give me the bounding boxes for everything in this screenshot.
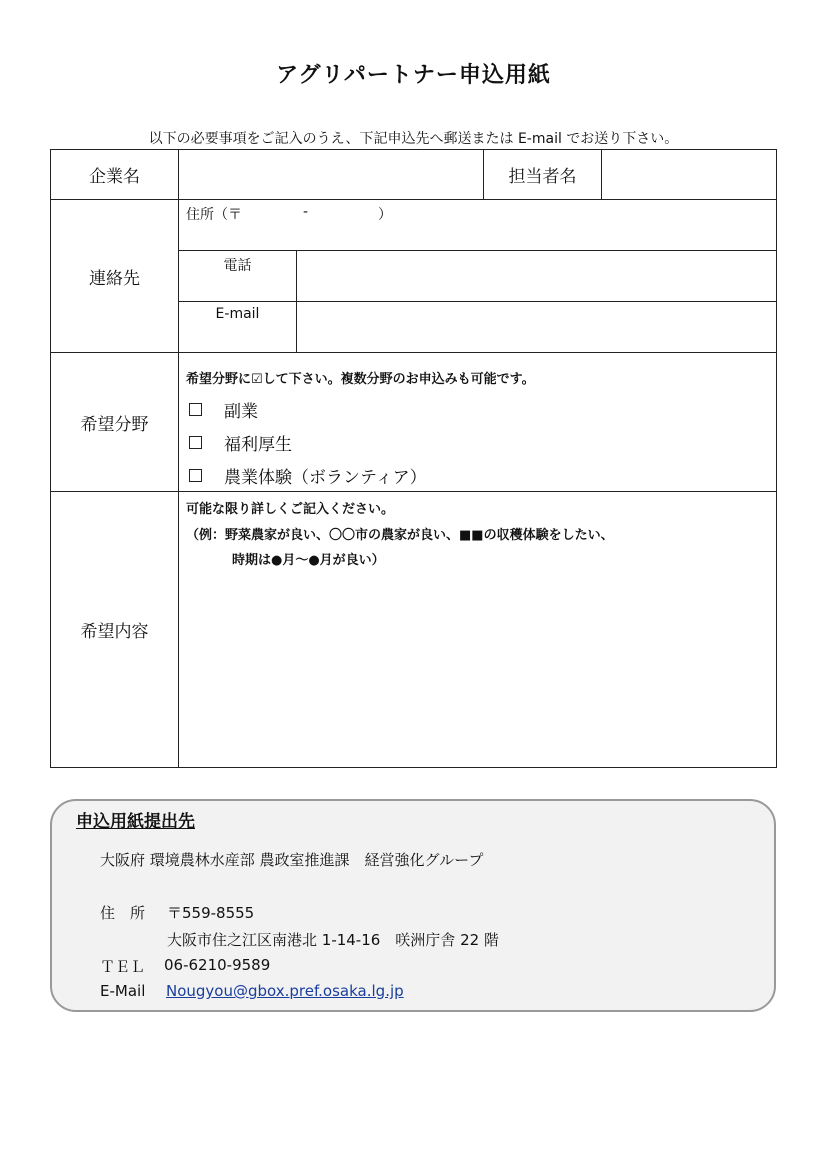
tel-number: 06-6210-9589 bbox=[164, 956, 271, 974]
email-field[interactable] bbox=[296, 301, 777, 353]
request-note-1: 可能な限り詳しくご記入ください。 bbox=[186, 502, 395, 517]
email-label: E-mail bbox=[178, 301, 297, 353]
option-side-job[interactable] bbox=[189, 397, 258, 422]
company-label: 企業名 bbox=[50, 149, 179, 200]
page-title: アグリパートナー申込用紙 bbox=[276, 63, 551, 88]
postal-code: 〒559-8555 bbox=[167, 904, 255, 922]
submission-department: 大阪府 環境農林水産部 農政室推進課 経営強化グループ bbox=[100, 851, 484, 869]
request-note-3: 時期は●月～●月が良い） bbox=[232, 553, 385, 568]
contact-person-label: 担当者名 bbox=[483, 149, 602, 200]
option-label: 副業 bbox=[224, 402, 258, 422]
submission-heading: 申込用紙提出先 bbox=[76, 812, 195, 832]
address-field[interactable] bbox=[178, 199, 777, 251]
option-welfare[interactable] bbox=[189, 430, 292, 455]
contact-label: 連絡先 bbox=[50, 199, 179, 353]
phone-label: 電話 bbox=[178, 250, 297, 302]
phone-field[interactable] bbox=[296, 250, 777, 302]
request-label: 希望内容 bbox=[50, 491, 179, 768]
address-dash: - bbox=[303, 204, 309, 220]
address-close: ） bbox=[378, 207, 392, 223]
email-link[interactable]: Nougyou@gbox.pref.osaka.lg.jp bbox=[166, 982, 404, 1000]
request-note-2: （例：野菜農家が良い、〇〇市の農家が良い、■■の収穫体験をしたい、 bbox=[186, 528, 614, 543]
field-label: 希望分野 bbox=[50, 352, 179, 492]
company-field[interactable] bbox=[178, 149, 484, 200]
checkbox-icon[interactable] bbox=[189, 469, 202, 482]
field-note: 希望分野に☑して下さい。複数分野のお申込みも可能です。 bbox=[186, 372, 535, 387]
address-label: 住 所 bbox=[100, 904, 146, 922]
option-farm-experience[interactable] bbox=[189, 463, 427, 488]
option-label: 福利厚生 bbox=[224, 435, 292, 455]
checkbox-icon[interactable] bbox=[189, 403, 202, 416]
tel-label: ＴＥＬ bbox=[100, 958, 146, 976]
email-address-label: E-Mail bbox=[100, 982, 146, 1000]
intro-text: 以下の必要事項をご記入のうえ、下記申込先へ郵送または E-mail でお送り下さい。 bbox=[148, 131, 679, 147]
option-label: 農業体験（ボランティア） bbox=[224, 468, 427, 488]
submission-address: 大阪市住之江区南港北 1-14-16 咲洲庁舎 22 階 bbox=[167, 931, 499, 949]
checkbox-icon[interactable] bbox=[189, 436, 202, 449]
contact-person-field[interactable] bbox=[601, 149, 777, 200]
address-prefix: 住所（〒 bbox=[186, 207, 242, 223]
